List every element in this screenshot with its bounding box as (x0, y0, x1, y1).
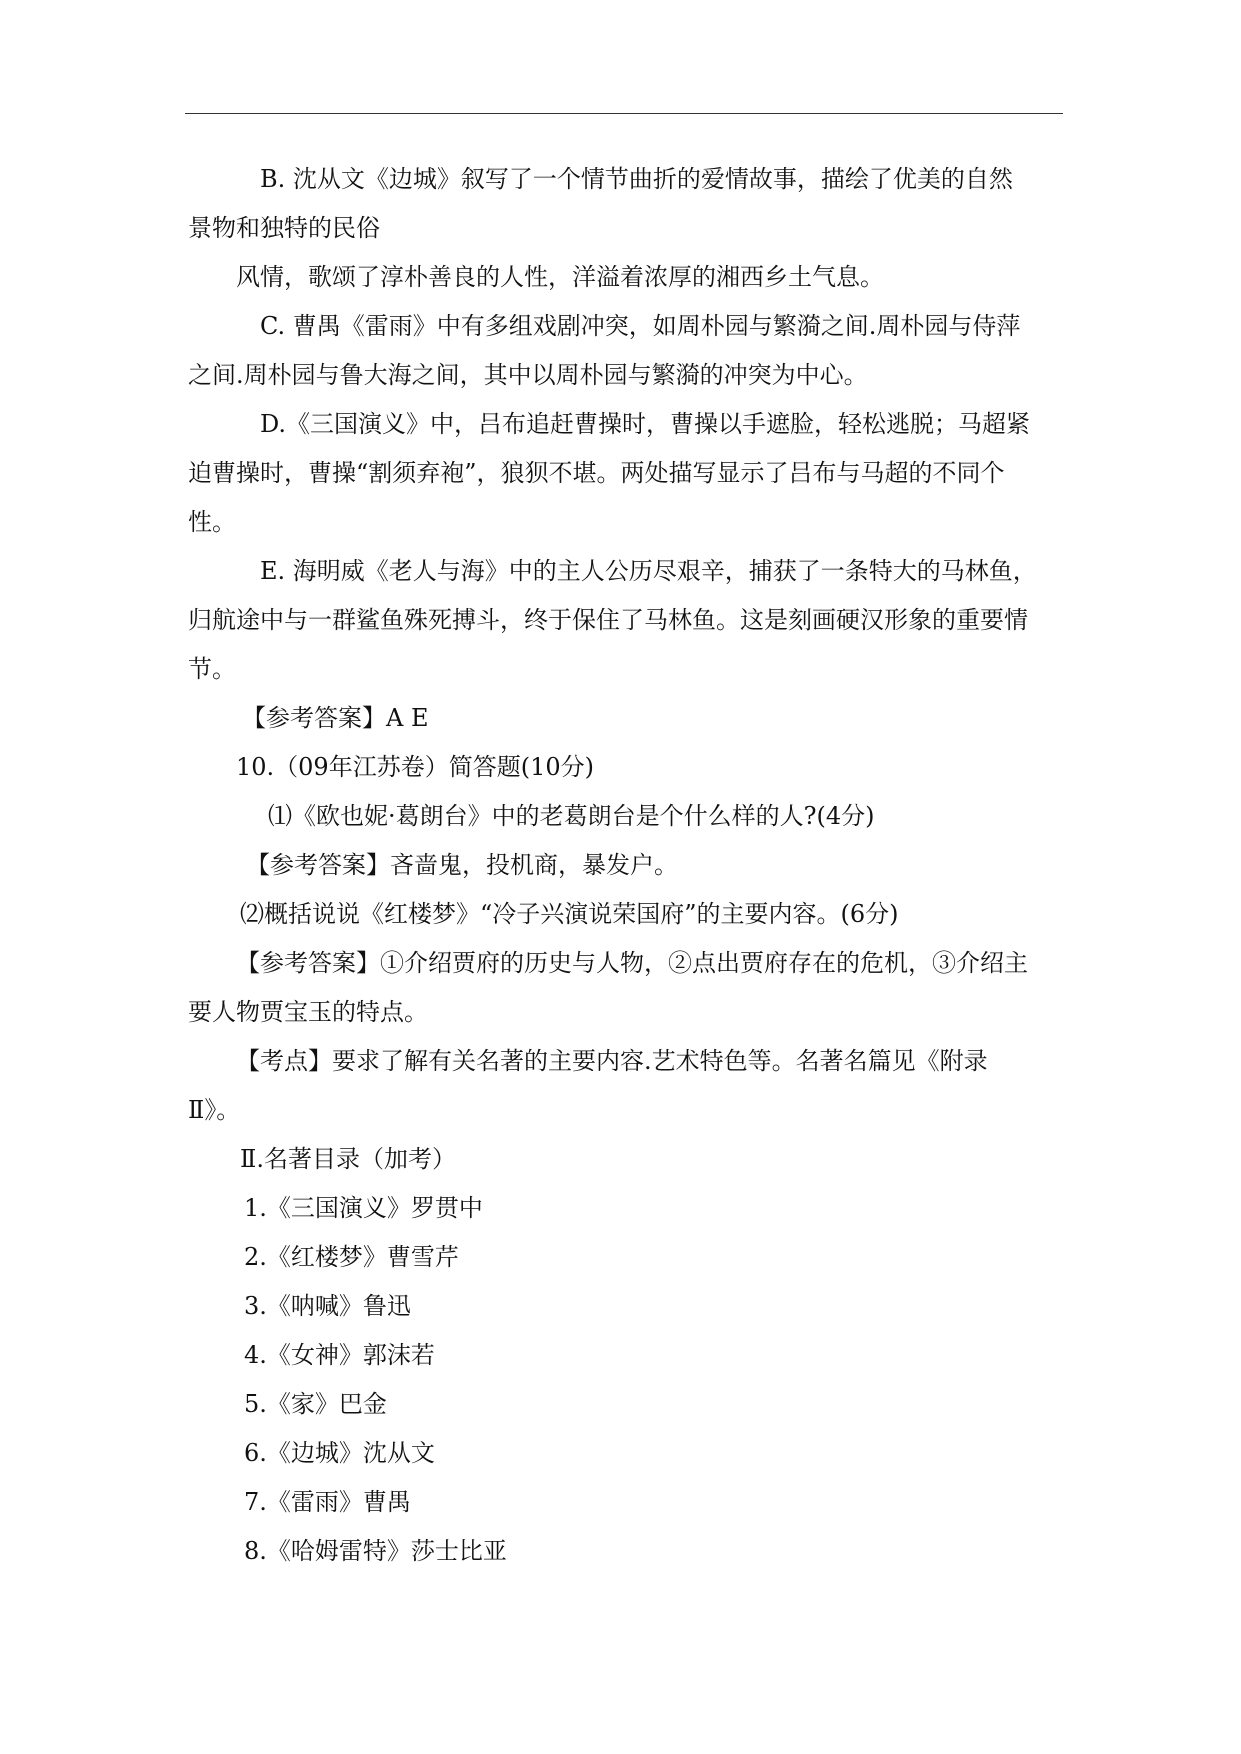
book-list-heading: Ⅱ.名著目录（加考） (240, 1145, 456, 1173)
option-b-line-3: 风情，歌颂了淳朴善良的人性，洋溢着浓厚的湘西乡土气息。 (236, 263, 884, 291)
book-list-item (188, 1380, 1058, 1429)
book-title: 7.《雷雨》 (244, 1488, 363, 1516)
book-title: 2.《红楼梦》 (244, 1243, 387, 1271)
document-body (188, 155, 1058, 1576)
book-list-item (188, 1527, 1058, 1576)
option-c-line-2: 之间.周朴园与鲁大海之间，其中以周朴园与繁漪的冲突为中心。 (188, 361, 868, 389)
book-title: 1.《三国演义》 (244, 1194, 411, 1222)
book-author: 郭沫若 (362, 1341, 435, 1369)
option-e-line-3: 节。 (188, 655, 236, 683)
book-list-item (188, 1282, 1058, 1331)
book-author: 沈从文 (362, 1439, 435, 1467)
option-b-line-1: B. 沈从文《边城》叙写了一个情节曲折的爱情故事，描绘了优美的自然 (260, 165, 1013, 193)
answer-10-part-2-line-1: 【参考答案】①介绍贾府的历史与人物，②点出贾府存在的危机，③介绍主 (236, 949, 1028, 977)
book-list-item (188, 1331, 1058, 1380)
option-b-line-2: 景物和独特的民俗 (188, 214, 380, 242)
book-author: 曹禺 (362, 1488, 411, 1516)
book-title: 3.《呐喊》 (244, 1292, 363, 1320)
book-author: 鲁迅 (362, 1292, 411, 1320)
book-list-item (188, 1429, 1058, 1478)
option-c-line-1: C. 曹禺《雷雨》中有多组戏剧冲突，如周朴园与繁漪之间.周朴园与侍萍 (260, 312, 1021, 340)
book-list-item (188, 1184, 1058, 1233)
option-d-line-1: D.《三国演义》中，吕布追赶曹操时，曹操以手遮脸，轻松逃脱；马超紧 (260, 410, 1031, 438)
option-e-line-1: E. 海明威《老人与海》中的主人公历尽艰辛，捕获了一条特大的马林鱼， (260, 557, 1037, 585)
book-list-item (188, 1233, 1058, 1282)
book-title: 8.《哈姆雷特》 (244, 1537, 411, 1565)
option-d-line-3: 性。 (188, 508, 236, 536)
question-10-part-1: ⑴《欧也妮·葛朗台》中的老葛朗台是个什么样的人?(4分) (268, 802, 875, 830)
option-d-line-2: 迫曹操时，曹操“割须弃袍”，狼狈不堪。两处描写显示了吕布与马超的不同个 (188, 459, 1005, 487)
option-e-line-2: 归航途中与一群鲨鱼殊死搏斗，终于保住了马林鱼。这是刻画硬汉形象的重要情 (188, 606, 1028, 634)
book-list-item (188, 1478, 1058, 1527)
book-title: 5.《家》 (244, 1390, 339, 1418)
question-10-header: 10.（09年江苏卷）简答题(10分) (236, 753, 594, 781)
answer-10-part-1: 【参考答案】吝啬鬼，投机商，暴发户。 (246, 851, 678, 879)
book-list (188, 1184, 1058, 1576)
answer-10-part-2-line-2: 要人物贾宝玉的特点。 (188, 998, 428, 1026)
header-rule (185, 113, 1063, 114)
book-title: 6.《边城》 (244, 1439, 363, 1467)
book-author: 莎士比亚 (410, 1537, 507, 1565)
book-author: 巴金 (338, 1390, 387, 1418)
kaodian-line-1: 【考点】要求了解有关名著的主要内容.艺术特色等。名著名篇见《附录 (236, 1047, 988, 1075)
answer-9: 【参考答案】A E (242, 704, 429, 732)
question-10-part-2: ⑵概括说说《红楼梦》“冷子兴演说荣国府”的主要内容。(6分) (240, 900, 899, 928)
kaodian-line-2: Ⅱ》。 (188, 1096, 241, 1124)
book-author: 曹雪芹 (386, 1243, 459, 1271)
book-author: 罗贯中 (410, 1194, 483, 1222)
book-title: 4.《女神》 (244, 1341, 363, 1369)
